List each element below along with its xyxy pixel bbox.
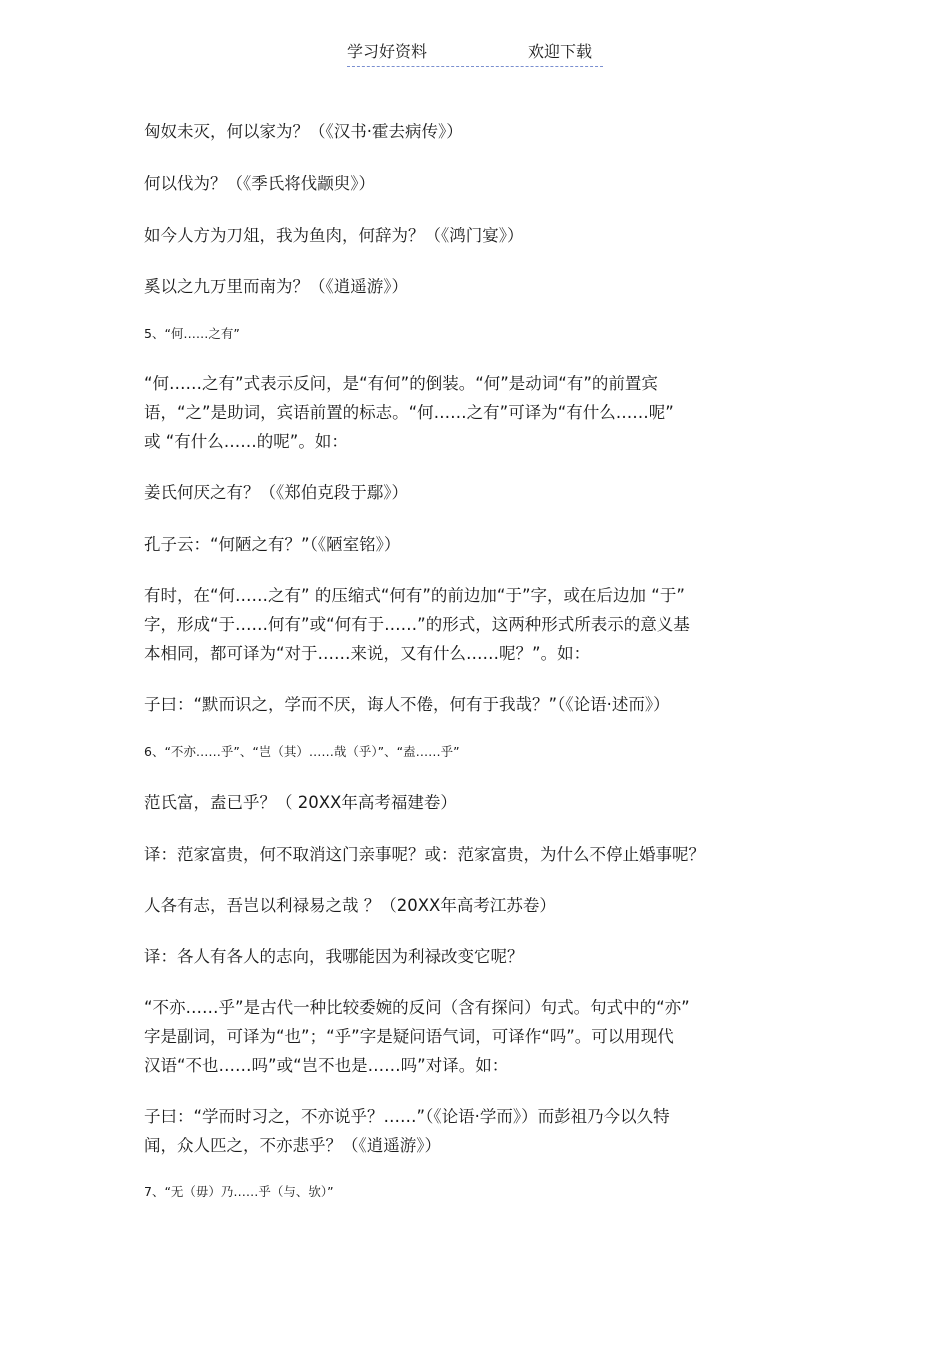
text-line: 姜氏何厌之有？（《郑伯克段于鄢》） (144, 483, 408, 502)
text-line: 子曰：“默而识之，学而不厌，诲人不倦，何有于我哉？”（《论语·述而》） (144, 695, 670, 714)
text-line: 本相同，都可译为“对于……来说，又有什么……呢？”。如： (144, 644, 591, 663)
section-heading: 5、“何……之有” (144, 326, 240, 341)
header-left-text: 学习好资料 (347, 42, 428, 61)
section-heading: 6、“不亦……乎”、“岂（其）……哉（乎）”、“盍……乎” (144, 744, 460, 759)
page-header (347, 42, 603, 67)
text-line: 语，“之”是助词，宾语前置的标志。“何……之有”可译为“有什么……呢” (144, 403, 674, 422)
section-heading: 7、“无（毋）乃……乎（与、欤）” (144, 1184, 334, 1199)
text-line: “何……之有”式表示反问，是“有何”的倒装。“何”是动词“有”的前置宾 (144, 374, 658, 393)
text-line: 有时，在“何……之有” 的压缩式“何有”的前边加“于”字，或在后边加 “于” (144, 586, 685, 605)
text-line: “不亦……乎”是古代一种比较委婉的反问（含有探问）句式。句式中的“亦” (144, 998, 690, 1017)
text-line: 人各有志，吾岂以利禄易之哉 ？（20XX年高考江苏卷） (144, 896, 556, 915)
text-line: 译：各人有各人的志向，我哪能因为利禄改变它呢？ (144, 947, 524, 966)
text-line: 译：范家富贵，何不取消这门亲事呢？或：范家富贵，为什么不停止婚事呢？ (144, 845, 705, 864)
text-line: 或 “有什么……的呢”。如： (144, 432, 348, 451)
header-right-text: 欢迎下载 (528, 42, 593, 61)
text-line: 何以伐为？（《季氏将伐颛臾》） (144, 174, 375, 193)
text-line: 范氏富，盍已乎？（ 20XX年高考福建卷） (144, 793, 457, 812)
text-line: 奚以之九万里而南为？（《逍遥游》） (144, 277, 408, 296)
text-line: 汉语“不也……吗”或“岂不也是……吗”对译。如： (144, 1056, 509, 1075)
text-line: 字，形成“于……何有”或“何有于……”的形式，这两种形式所表示的意义基 (144, 615, 690, 634)
text-line: 子曰：“学而时习之，不亦说乎？……”（《论语·学而》）而彭祖乃今以久特 (144, 1107, 670, 1126)
text-line: 闻，众人匹之，不亦悲乎？（《逍遥游》） (144, 1136, 441, 1155)
text-line: 如今人方为刀俎，我为鱼肉，何辞为？（《鸿门宴》） (144, 226, 524, 245)
text-line: 孔子云：“何陋之有？”（《陋室铭》） (144, 535, 401, 554)
text-line: 匈奴未灭，何以家为？（《汉书·霍去病传》） (144, 122, 463, 141)
text-line: 字是副词，可译为“也”；“乎”字是疑问语气词，可译作“吗”。可以用现代 (144, 1027, 674, 1046)
